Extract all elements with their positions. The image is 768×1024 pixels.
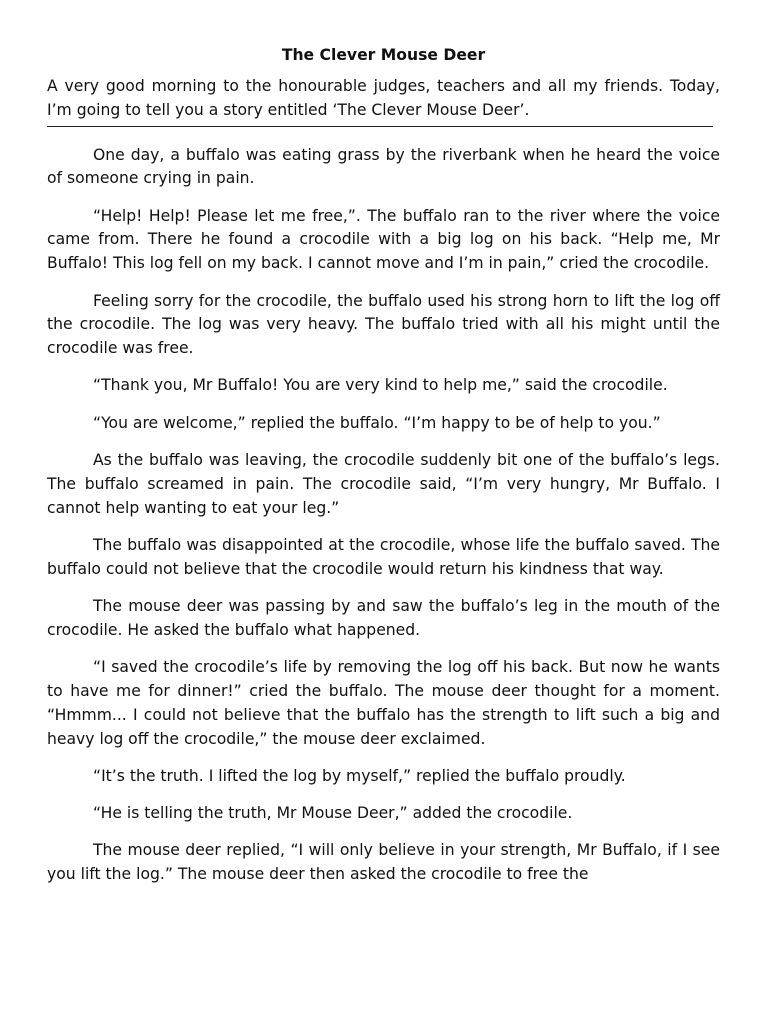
document-page <box>47 44 720 887</box>
story-paragraph: The buffalo was disappointed at the crocodile, whose life the buffalo saved. The buffalo could not believe that the crocodile would return his kindness that way. <box>47 535 720 578</box>
story-paragraph: Feeling sorry for the crocodile, the buffalo used his strong horn to lift the log off the crocodile. The log was very heavy. The buffalo tried with all his might until the crocodile was free. <box>47 291 720 358</box>
story-paragraph: “It’s the truth. I lifted the log by myself,” replied the buffalo proudly. <box>93 766 626 785</box>
story-paragraph: One day, a buffalo was eating grass by the riverbank when he heard the voice of someone crying in pain. <box>47 145 720 188</box>
story-title: The Clever Mouse Deer <box>281 46 486 64</box>
story-paragraph: “Thank you, Mr Buffalo! You are very kind to help me,” said the crocodile. <box>93 376 668 395</box>
story-paragraph: “You are welcome,” replied the buffalo. “I’m happy to be of help to you.” <box>93 413 661 432</box>
story-paragraph: The mouse deer replied, “I will only believe in your strength, Mr Buffalo, if I see you lift the log.” The mouse deer then asked the crocodile to free the <box>47 841 720 884</box>
story-paragraph: As the buffalo was leaving, the crocodile suddenly bit one of the buffalo’s legs. The buffalo screamed in pain. The crocodile said, “I’m very hungry, Mr Buffalo. I cannot help wanting to eat your leg.” <box>47 451 720 517</box>
story-paragraph: “Help! Help! Please let me free,”. The buffalo ran to the river where the voice came from. There he found a crocodile with a big log on his back. “Help me, Mr Buffalo! This log fell on my back. I cannot move and I’m in pain,” cried the crocodile. <box>47 206 720 273</box>
intro-paragraph: A very good morning to the honourable judges, teachers and all my friends. Today, I’m going to tell you a story entitled ‘The Clever Mouse Deer’. <box>47 77 720 119</box>
story-paragraph: The mouse deer was passing by and saw the buffalo’s leg in the mouth of the crocodile. He asked the buffalo what happened. <box>47 597 720 639</box>
story-paragraph: “He is telling the truth, Mr Mouse Deer,” added the crocodile. <box>93 804 573 823</box>
separator-line <box>47 126 713 127</box>
story-paragraph: “I saved the crocodile’s life by removing the log off his back. But now he wants to have me for dinner!” cried the buffalo. The mouse deer thought for a moment. “Hmmm... I could not believe that the buffalo has the strength to lift such a big and heavy log off the crocodile,” the mouse deer exclaimed. <box>47 658 720 748</box>
